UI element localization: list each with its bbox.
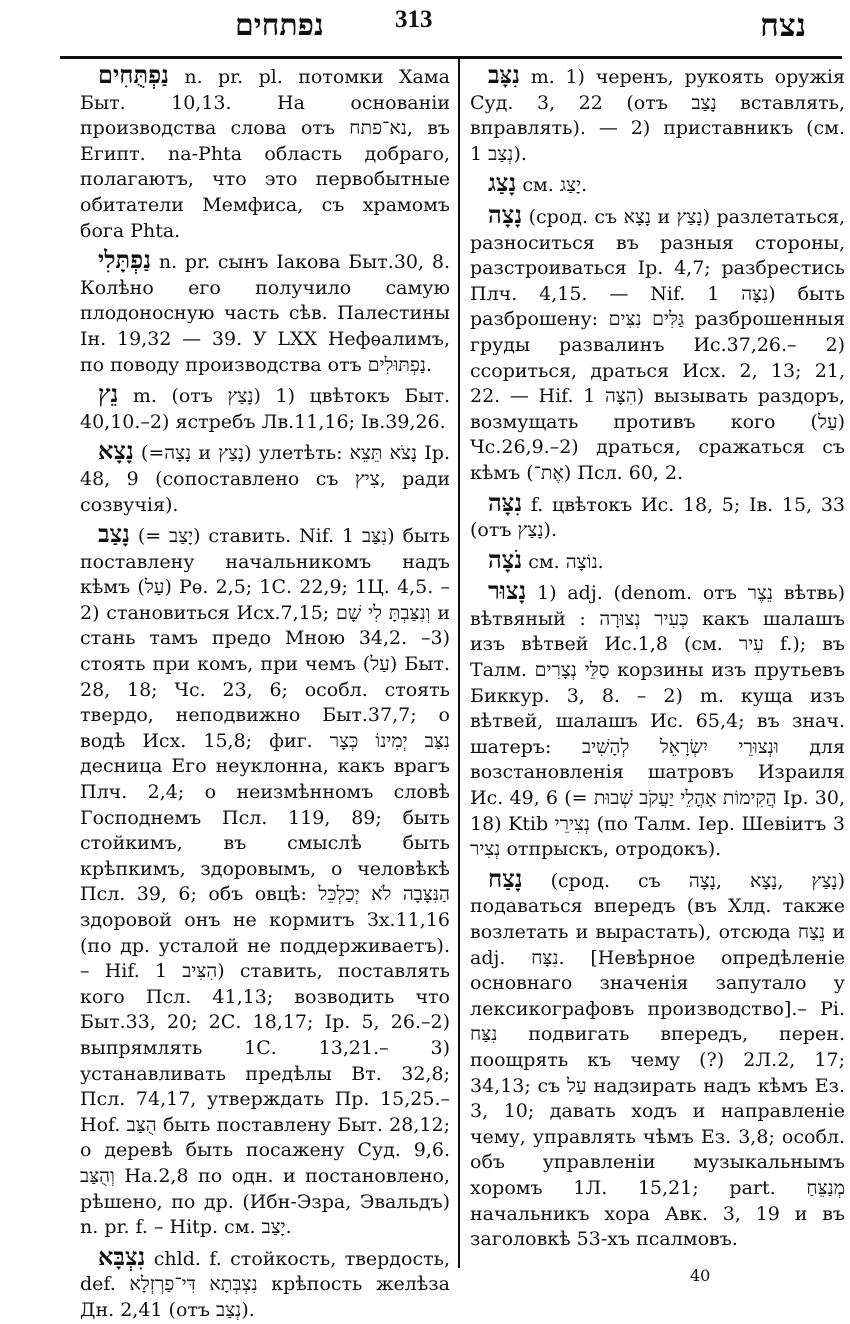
- entry-headword: נָצָא: [98, 436, 134, 466]
- entry-headword: נִצָּה: [488, 487, 523, 517]
- dictionary-entry: [80, 438, 450, 518]
- entry-text: n. pr. pl. потомки Хама Быт. 10,13. На основаніи производства слова отъ נא־פתח, въ Египт. na-Phta область добраго, полагаютъ, что это первобытные обитатели Мемфиса, съ храмомъ бога Phta.: [80, 66, 450, 242]
- entry-headword: נָצָה: [488, 199, 523, 229]
- entry-text: chld. f. стойкость, твердость, def. נִצְבְּתָא דִּי־פַרְזְלָא крѣпость желѣза Дн. 2,41 (отъ נְצַב).: [80, 1247, 450, 1321]
- dictionary-entry: [470, 170, 845, 199]
- entry-headword: נָצוּר: [488, 576, 527, 606]
- entry-headword: נַפְתָּלִי: [98, 245, 152, 275]
- entry-text: см. נוֹצָה.: [528, 550, 604, 573]
- dictionary-entry: [80, 1241, 450, 1324]
- right-column: [470, 62, 845, 1274]
- entry-headword: נָצַב: [98, 519, 130, 549]
- entry-text: см. יָצַג.: [522, 174, 588, 197]
- dictionary-entry: [80, 247, 450, 378]
- entry-text: m. 1) черенъ, рукоять оружія Суд. 3, 22 (отъ נָצַב вставлять, вправлять). — 2) приставникъ (см. נְצַב 1).: [470, 66, 845, 165]
- entry-text: n. pr. сынъ Іакова Быт.30, 8. Колѣно его получило самую плодоносную часть сѣв. Палестины Ін. 19,32 — 39. У LXX Нефѳалимъ, по поводу производства отъ נַפְתּוּלִים.: [80, 251, 450, 376]
- entry-text: m. (отъ נָצַץ) 1) цвѣтокъ Быт. 40,10.–2) ястребъ Лв.11,16; Ів.39,26.: [80, 385, 451, 433]
- dictionary-entry: [470, 578, 845, 863]
- dictionary-entry: [470, 199, 846, 487]
- page-header: [0, 0, 850, 58]
- entry-headword: נָצַג: [488, 168, 517, 198]
- dictionary-entry: [470, 62, 845, 167]
- dictionary-entry: [470, 487, 845, 544]
- column-divider: [458, 58, 460, 1268]
- entry-headword: נָצַח: [488, 863, 523, 893]
- header-rule: [60, 56, 842, 59]
- footer-fragment: 40: [690, 1266, 711, 1285]
- entry-text: (срод. съ נָצַץ ,נָצָא ,נָצָה) подаваться впередъ (въ Хлд. также возлетать и вырастать), отсюда נֵצַח и adj. נִצָּח. [Невѣрное опредѣленіе основнаго значенія запутало у лексикографовъ производство].– Pi. נִצַּח подвигать впередъ, перен. поощрять къ чему (?) 2Л.2, 17; 34,13; съ עַל надзирать надъ кѣмъ Ез. 3, 10; давать ходъ и направленіе чему, управлять чѣмъ Ез. 3,8; особл. объ управленіи музыкальнымъ хоромъ 1Л. 15,21; part. מְנַצֵּחַ начальникъ хора Авк. 3, 19 и въ заголовкѣ 53-хъ псалмовъ.: [470, 869, 845, 1251]
- left-column: [80, 60, 451, 1321]
- entry-text: (= יָצַב) ставить. Nif. נִצַּב 1) быть поставлену начальникомъ надъ кѣмъ (עַל) Рѳ. 2,5; 1С. 22,9; 1Ц. 4,5. – 2) становиться Исх.7,15; וְנִצַּבְתָּ לִי שָׁם и стань тамъ предо Мною 34,2. –3) стоять при комъ, при чемъ (עַל) Быт. 28, 18; Чс. 23, 6; особл. стоять твердо, неподвижно Быт.37,7; о водѣ Исх. 15,8; фиг. נִצַּב יְמִינוֹ כְּצָר десница Его неуклонна, какъ врагъ Плч. 2,4; о неизмѣнномъ словѣ Господнемъ Псл. 119, 89; быть стойкимъ, въ смыслѣ быть крѣпкимъ, здоровымъ, о человѣкѣ Псл. 39, 6; объ овцѣ: הַנִּצָּבָה לֹא יְכַלְכֵּל здоровой онъ не кормитъ Зх.11,16 (по др. усталой не поддерживаетъ). – Hif. הִצִּיב 1) ставить, поставлять кого Псл. 41,13; возводить что Быт.33, 20; 2С. 18,17; Ір. 5, 26.–2) выпрямлять 1С. 13,21.– 3) устанавливать предѣлы Вт. 32,8; Псл. 74,17, утверждать Пр. 15,25.– Hof. הֻצַּב быть поставлену Быт. 28,12; о деревѣ быть посажену Суд. 9,6. וְהֻצַּב На.2,8 по одн. и постановлено, рѣшено, по др. (Ибн-Эзра, Эвальдъ) n. pr. f. – Hitp. см. יָצַב.: [80, 525, 451, 1239]
- entry-headword: נִצָּב: [488, 60, 520, 89]
- dictionary-entry: [470, 544, 845, 576]
- running-head-right: נצח: [760, 6, 807, 44]
- entry-headword: נִצְבָּא: [98, 1241, 146, 1271]
- entry-text: 1) adj. (denom. отъ נֵצֶר вѣтвь) вѣтвяный : כְּעִיר נְצוּרָה какъ шалашъ изъ вѣтвей Ис.1,8 (см. עִיר f.); въ Талм. סַלֵּי נְצָרִים корзины изъ прутьевъ Биккур. 3, 8. – 2) m. куща изъ вѣтвей, шалашъ Ис. 65,4; въ знач. шатеръ: וּנְצוּרֵי יִשְׂרָאֵל לְהָשִׁיב для возстановленія шатровъ Израиля Ис. 49, 6 (= הֲקִימוֹת אָהֳלֵי יַעֲקֹב שְׁבוּת Ір. 30, 18) Ktib נְצִירֵי (по Талм. Іер. Шевіитъ 3 נְצִיר отпрыскъ, отродокъ).: [470, 582, 846, 861]
- entry-text: (срод. съ נָצָא и נָצַץ) разлетаться, разноситься въ разныя стороны, разстроиваться Ір. 4,7; разбрестись Плч. 4,15. — Nif. נִצָּה 1) быть разброшену: גַּלִּים נִצִּים разброшенныя груды развалинъ Ис.37,26.– 2) ссориться, драться Исх. 2, 13; 21, 22. — Hif. הִצָּה 1) вызывать раздоръ, возмущать противъ кого (עַל) Чс.26,9.–2) драться, сражаться съ кѣмъ (אֶת־) Псл. 60, 2.: [470, 205, 846, 484]
- dictionary-entry: [80, 521, 450, 1241]
- entry-headword: נֵץ: [98, 379, 119, 409]
- page-number: 313: [395, 6, 433, 33]
- entry-text: f. цвѣтокъ Ис. 18, 5; Ів. 15, 33 (отъ נָצַץ).: [470, 493, 845, 542]
- entry-headword: נֹצָה: [488, 544, 523, 574]
- dictionary-entry: [80, 62, 450, 244]
- dictionary-entry: [80, 381, 450, 435]
- running-head-left: נפתחים: [235, 8, 324, 43]
- entry-text: (=נָצָה и נָצַץ) улетѣть: נָצֹא תֵּצֵא Ір. 48, 9 (сопоставлено съ צִיץ, ради созвучія).: [80, 442, 450, 516]
- entry-headword: נַפְתֻּחִים: [98, 60, 169, 89]
- dictionary-entry: [470, 863, 845, 1253]
